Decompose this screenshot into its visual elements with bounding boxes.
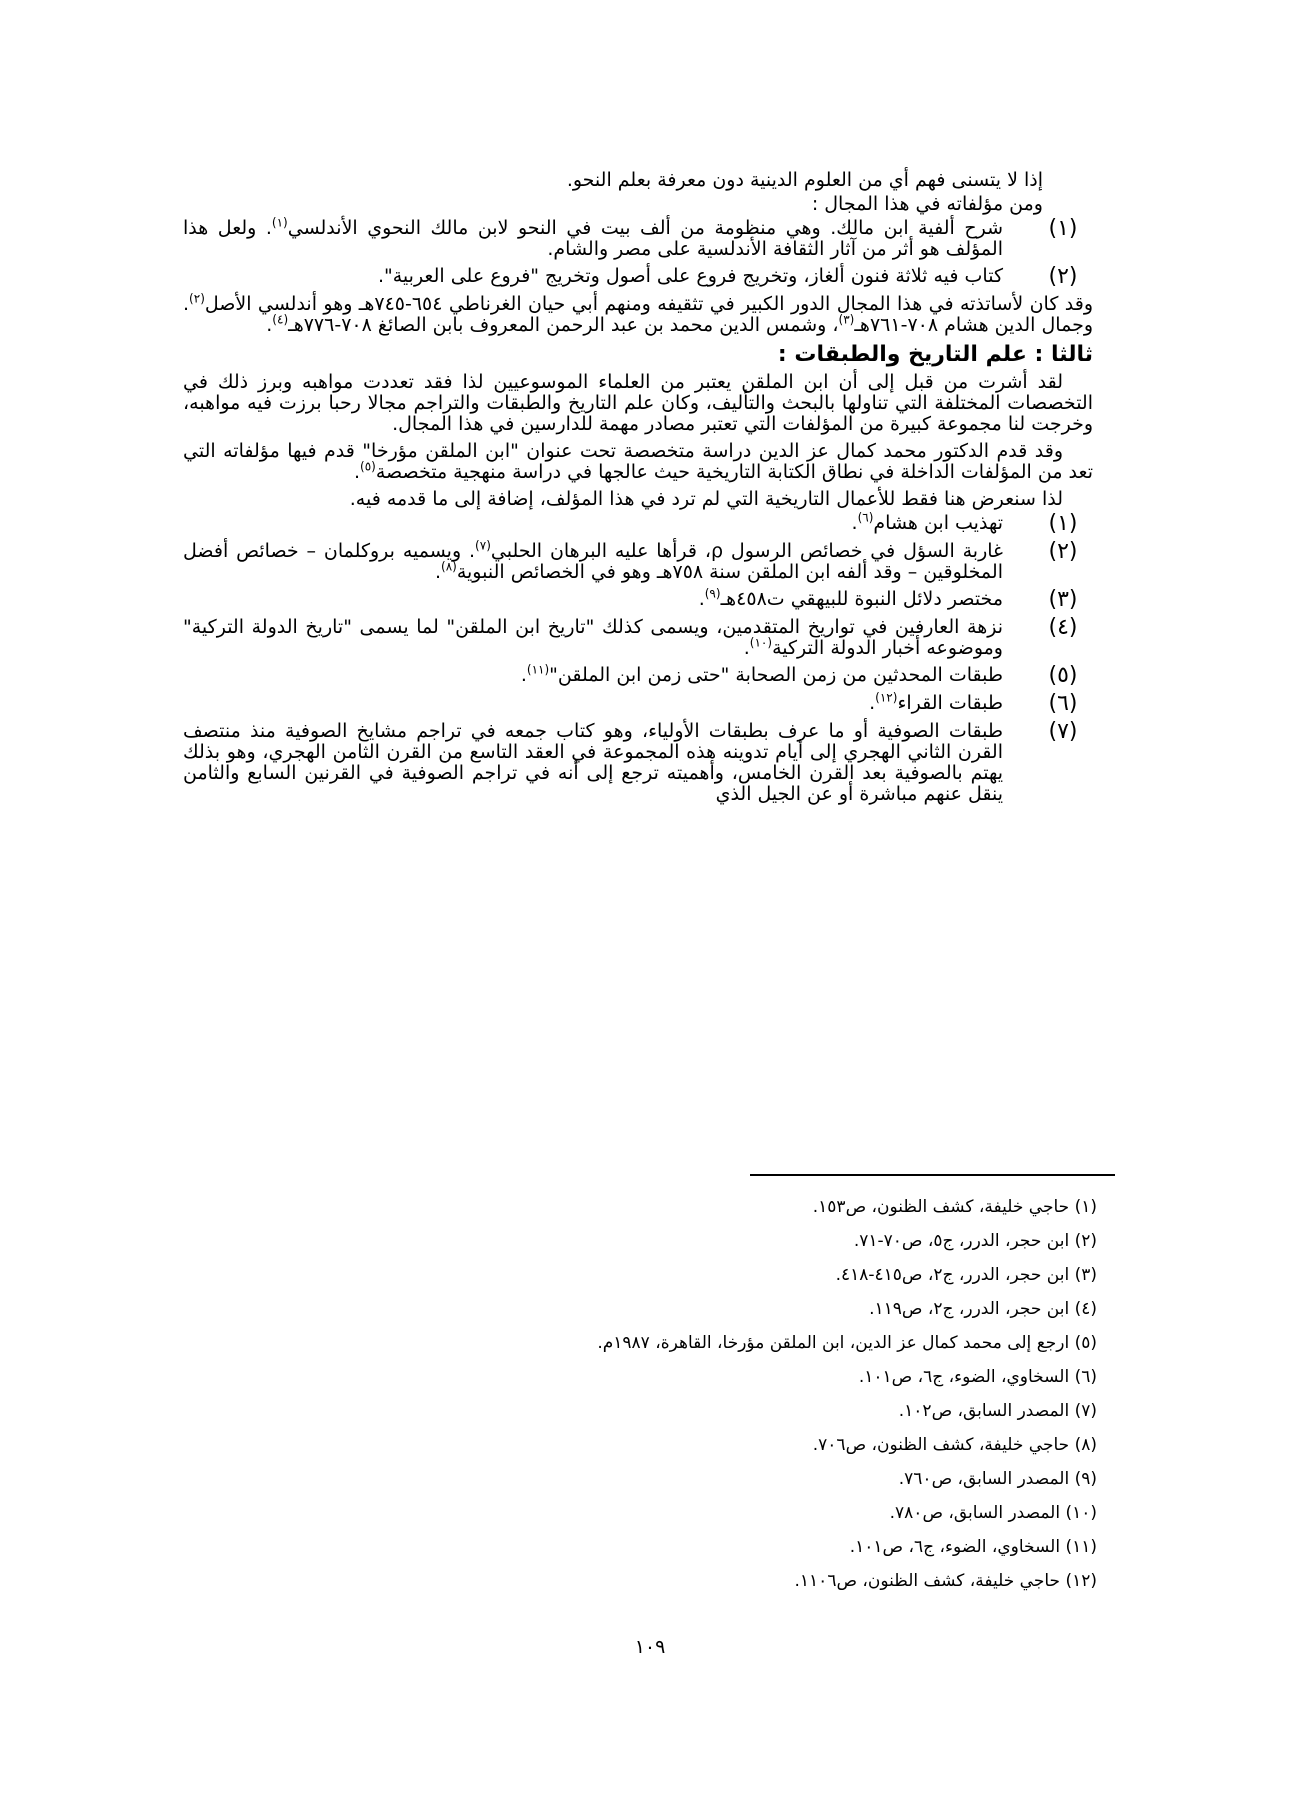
teachers-text-1: وقد كان لأساتذته في هذا المجال الدور الكبير في تثقيفه ومنهم أبي حيان الغرناطي ٦٥٤-٧٤٥هـ وهو أندلسي الأصل [204,293,1093,315]
item-text [183,617,1033,659]
history-item [183,538,1093,583]
history-item [183,586,1093,612]
item-text-end: . [434,561,441,583]
item-text [183,215,1033,260]
item-text-rest: . [698,588,705,610]
footnote: (١١) السخاوي، الضوء، ج٦، ص١٠١. [849,1537,1097,1557]
item-text [183,510,1033,535]
footnotes [400,1190,1097,1598]
item-number: (٧) [1048,719,1078,744]
item-text-main: طبقات القراء [897,692,1003,714]
item-number: (١) [1048,511,1078,536]
footnote: (٥) ارجع إلى محمد كمال عز الدين، ابن الملقن مؤرخا، القاهرة، ١٩٨٧م. [597,1333,1097,1353]
item-number: (٢) [1048,539,1078,564]
item-number: (٢) [1048,264,1078,289]
study-text: وقد قدم الدكتور محمد كمال عز الدين دراسة متخصصة تحت عنوان "ابن الملقن مؤرخا" قدم فيها مؤلفاته التي تعد من المؤلفات الداخلة في نطاق الكتابة التاريخية حيث عالجها في دراسة منهجية متخصصة [183,440,1093,483]
footnote: (١٢) حاجي خليفة، كشف الظنون، ص١١٠٦. [794,1571,1097,1591]
study-paragraph [183,441,1093,483]
item-text-rest: . [743,637,750,659]
teachers-text-2: . وجمال الدين هشام ٧٠٨-٧٦١هـ [183,293,1093,336]
item-text-main: غاربة السؤل في خصائص الرسول ρ، قرأها عليه البرهان الحلبي [490,540,1003,562]
item-text-rest: . [520,664,527,686]
footnote-ref[interactable]: (١٠) [749,635,773,650]
item-text-main: تهذيب ابن هشام [873,512,1003,534]
footnote: (٤) ابن حجر، الدرر، ج٢، ص١١٩. [869,1299,1097,1319]
footnote-separator [750,1174,1115,1176]
item-number: (٤) [1048,615,1078,640]
item-text-rest: . [869,692,876,714]
item-text [183,690,1033,715]
teachers-paragraph [183,291,1093,336]
footnote: (١) حاجي خليفة، كشف الظنون، ص١٥٣. [812,1197,1097,1217]
item-number: (١) [1048,216,1078,241]
works-intro: ومن مؤلفاته في هذا المجال : [811,193,1043,215]
footnote-ref[interactable]: (٨) [441,559,457,574]
item-text: طبقات الصوفية أو ما عرف بطبقات الأولياء، وهو كتاب جمعه في تراجم مشايخ الصوفية منذ منتصف القرن الثاني الهجري إلى أيام تدوينه هذه المجموعة في العقد التاسع من القرن الثامن الهجري، وهو بذلك يهتم بالصوفية بعد القرن الخامس، وأهميته ترجع إلى أنه في تراجم الصوفية في القرنين السابع والثامن ينقل عنهم مباشرة أو عن الجيل الذي [183,720,1003,805]
item-text-main: نزهة العارفين في تواريخ المتقدمين، ويسمى كذلك "تاريخ ابن الملقن" لما يسمى "تاريخ الدولة التركية" وموضوعه أخبار الدولة التركية [183,616,1003,659]
item-text: كتاب فيه ثلاثة فنون ألغاز، وتخريج فروع على أصول وتخريج "فروع على العربية". [377,265,1003,287]
item-text-rest: . [851,512,858,534]
item-text [183,538,1033,583]
footnote-ref[interactable]: (٣) [838,312,855,327]
footnote: (٦) السخاوي، الضوء، ج٦، ص١٠١. [858,1367,1097,1387]
footnote-ref[interactable]: (٢) [189,291,205,306]
grammar-item [183,266,1093,288]
study-end: . [353,461,360,483]
item-text-rest: . ولعل هذا المؤلف هو أثر من آثار الثقافة الأندلسية على مصر والشام. [183,217,1003,260]
history-item [183,662,1093,688]
footnote-ref[interactable]: (٧) [475,538,491,553]
footnote: (٨) حاجي خليفة، كشف الظنون، ص٧٠٦. [812,1435,1097,1455]
body-text [183,170,1093,811]
review-line: لذا سنعرض هنا فقط للأعمال التاريخية التي لم ترد في هذا المؤلف، إضافة إلى ما قدمه فيه. [349,488,1063,510]
footnote-ref[interactable]: (١٢) [875,690,898,705]
footnote: (٩) المصدر السابق، ص٧٦٠. [898,1469,1097,1489]
grammar-item [183,215,1093,260]
history-item [183,510,1093,536]
footnote-ref[interactable]: (٦) [857,510,874,525]
item-text-main: شرح ألفية ابن مالك. وهي منظومة من ألف بيت في النحو لابن مالك النحوي الأندلسي [287,217,1003,239]
item-text-main: طبقات المحدثين من زمن الصحابة "حتى زمن ابن الملقن" [549,664,1003,686]
item-text-rest: . ويسميه بروكلمان – خصائص أفضل المخلوقين – وقد ألفه ابن الملقن سنة ٧٥٨هـ وهو في الخصائص النبوية [183,540,1003,583]
history-item [183,690,1093,716]
item-text [183,662,1033,687]
history-item [183,721,1093,805]
section-heading: ثالثا : علم التاريخ والطبقات : [777,342,1093,367]
history-paragraph: لقد أشرت من قبل إلى أن ابن الملقن يعتبر من العلماء الموسوعيين لذا فقد تعددت مواهبه وبرز ذلك في التخصصات المختلفة التي تناولها بالبحث والتأليف، وكان علم التاريخ والطبقات والتراجم مجالا رحبا برزت فيه مواهبه، وخرجت لنا مجموعة كبيرة من المؤلفات التي تعتبر مصادر مهمة للدارسين في هذا المجال. [183,371,1093,435]
intro-line: إذا لا يتسنى فهم أي من العلوم الدينية دون معرفة بعلم النحو. [566,169,1043,191]
footnote: (٢) ابن حجر، الدرر، ج٥، ص٧٠-٧١. [853,1231,1097,1251]
teachers-text-3: ، وشمس الدين محمد بن عبد الرحمن المعروف بابن الصائغ ٧٠٨-٧٧٦هـ [288,314,839,336]
page-number: ١٠٩ [634,1636,666,1658]
footnote-ref[interactable]: (٤) [272,312,289,327]
item-text-main: مختصر دلائل النبوة للبيهقي ت٤٥٨هـ [720,588,1003,610]
footnote: (١٠) المصدر السابق، ص٧٨٠. [889,1503,1097,1523]
teachers-text-4: . [266,314,273,336]
history-item [183,617,1093,659]
footnote-ref[interactable]: (٩) [704,586,721,601]
footnote: (٧) المصدر السابق، ص١٠٢. [898,1401,1097,1421]
item-number: (٥) [1048,663,1078,688]
footnote-ref[interactable]: (١) [271,215,288,230]
item-text [183,586,1033,611]
footnote-ref[interactable]: (٥) [360,459,376,474]
footnote-ref[interactable]: (١١) [526,662,550,677]
item-number: (٦) [1048,691,1078,716]
item-number: (٣) [1048,587,1078,612]
footnote: (٣) ابن حجر، الدرر، ج٢، ص٤١٥-٤١٨. [835,1265,1097,1285]
